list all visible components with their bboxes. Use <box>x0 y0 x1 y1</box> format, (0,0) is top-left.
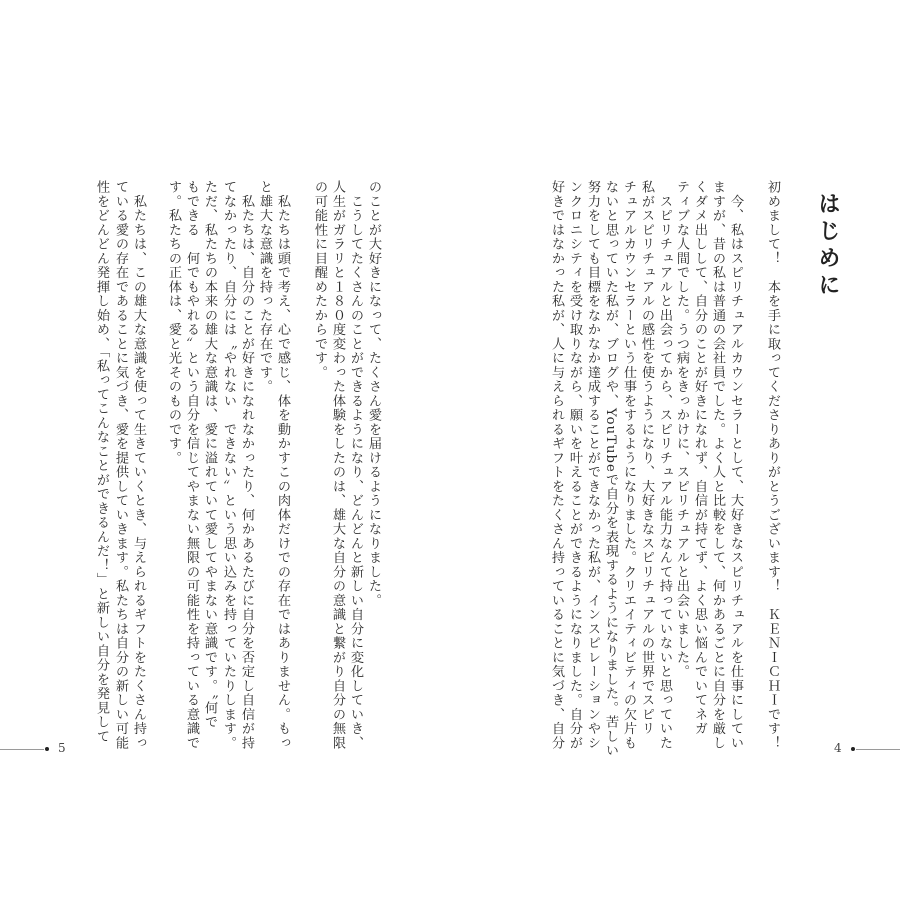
text-column: 私たちは、この雄大な意識を使って生きていくとき、与えられるギフトをたくさん持っ <box>131 180 146 750</box>
text-column: 私がスピリチュアルの感性を使うようになり、大好きなスピリチュアルの世界でスピリ <box>639 180 654 736</box>
footer-dot <box>851 747 855 751</box>
chapter-title: はじめに <box>815 192 841 300</box>
footer-rule <box>856 749 900 750</box>
text-column: ている愛の存在であることに気づき、愛を提供していきます。私たちは自分の新しい可能 <box>113 180 128 750</box>
text-column: ただ、私たちの本来の雄大な意識は、愛に溢れていて愛してやまない意識です。〝何で <box>202 180 217 730</box>
text-column: スピリチュアルと出会ってから、スピリチュアル能力なんて持っていないと思っていた <box>657 180 672 750</box>
text-column: ティブな人間でした。うつ病をきっかけに、スピリチュアルと出会いました。 <box>674 180 689 679</box>
text-column: 好きではなかった私が、人に与えられるギフトをたくさん持っていることに気づき、自分 <box>549 180 564 750</box>
text-column: 努力をしても目標をなかなか達成することができなかった私が、インスピレーションやシ <box>585 180 600 750</box>
text-column: 初めまして！ 本を手に取ってくださりありがとうございます！ ＫＥＮＩＣＨＩです！ <box>765 180 780 750</box>
text-column: 性をどんどん発揮し始め、「私ってこんなことができるんだ！」と新しい自分を発見して <box>94 180 109 744</box>
text-column: こうしてたくさんのことができるようになり、どんどんと新しい自分に変化していき、 <box>348 180 363 750</box>
right-page <box>450 0 900 900</box>
text-column: 人生がガラリと１８０度変わった体験をしたのは、雄大な自分の意識と繋がり自分の無限 <box>330 180 345 750</box>
text-column: チュアルカウンセラーという仕事をするようになりました。クリエイティビティの欠片も <box>621 180 636 750</box>
text-column: ンクロニシティを受け取りながら、願いを叶えることができるようになりました。自分が <box>567 180 582 750</box>
text-column: くダメ出しして、自分のことが好きになれず、自信が持てず、よく思い悩んでいてネガ <box>692 180 707 736</box>
text-column: ないと思っていた私が、ブログや、YouTubeで自分を表現するようになりました。苦しい <box>603 180 618 758</box>
text-column: 私たちは、自分のことが好きになれなかったり、何かあるたびに自分を否定し自信が持 <box>239 180 254 750</box>
text-column: のことが大好きになって、たくさん愛を届けるようになりました。 <box>366 180 381 608</box>
footer-dot <box>45 747 49 751</box>
text-column: てなかったり、自分には〝やれない できない〟という思い込みを持っていたりします。 <box>221 180 236 750</box>
page-number: 5 <box>58 741 66 755</box>
text-column: 私たちは頭で考え、心で感じ、体を動かすこの肉体だけでの存在ではありません。もっ <box>275 180 290 750</box>
text-column: 今、私はスピリチュアルカウンセラーとして、大好きなスピリチュアルを仕事にしてい <box>728 180 743 750</box>
footer-rule <box>0 749 44 750</box>
text-column: の可能性に目醒めたからです。 <box>312 180 327 380</box>
text-column: と雄大な意識を持った存在です。 <box>257 180 272 394</box>
text-column: もできる 何でもやれる〟という自分を信じてやまない無限の可能性を持っている意識で <box>184 180 199 750</box>
text-column: ますが、昔の私は普通の会社員でした。よく人と比較をして、何かあるごとに自分を厳し <box>710 180 725 750</box>
text-column: す。私たちの正体は、愛と光そのものです。 <box>166 180 181 465</box>
page-number: 4 <box>834 741 842 755</box>
